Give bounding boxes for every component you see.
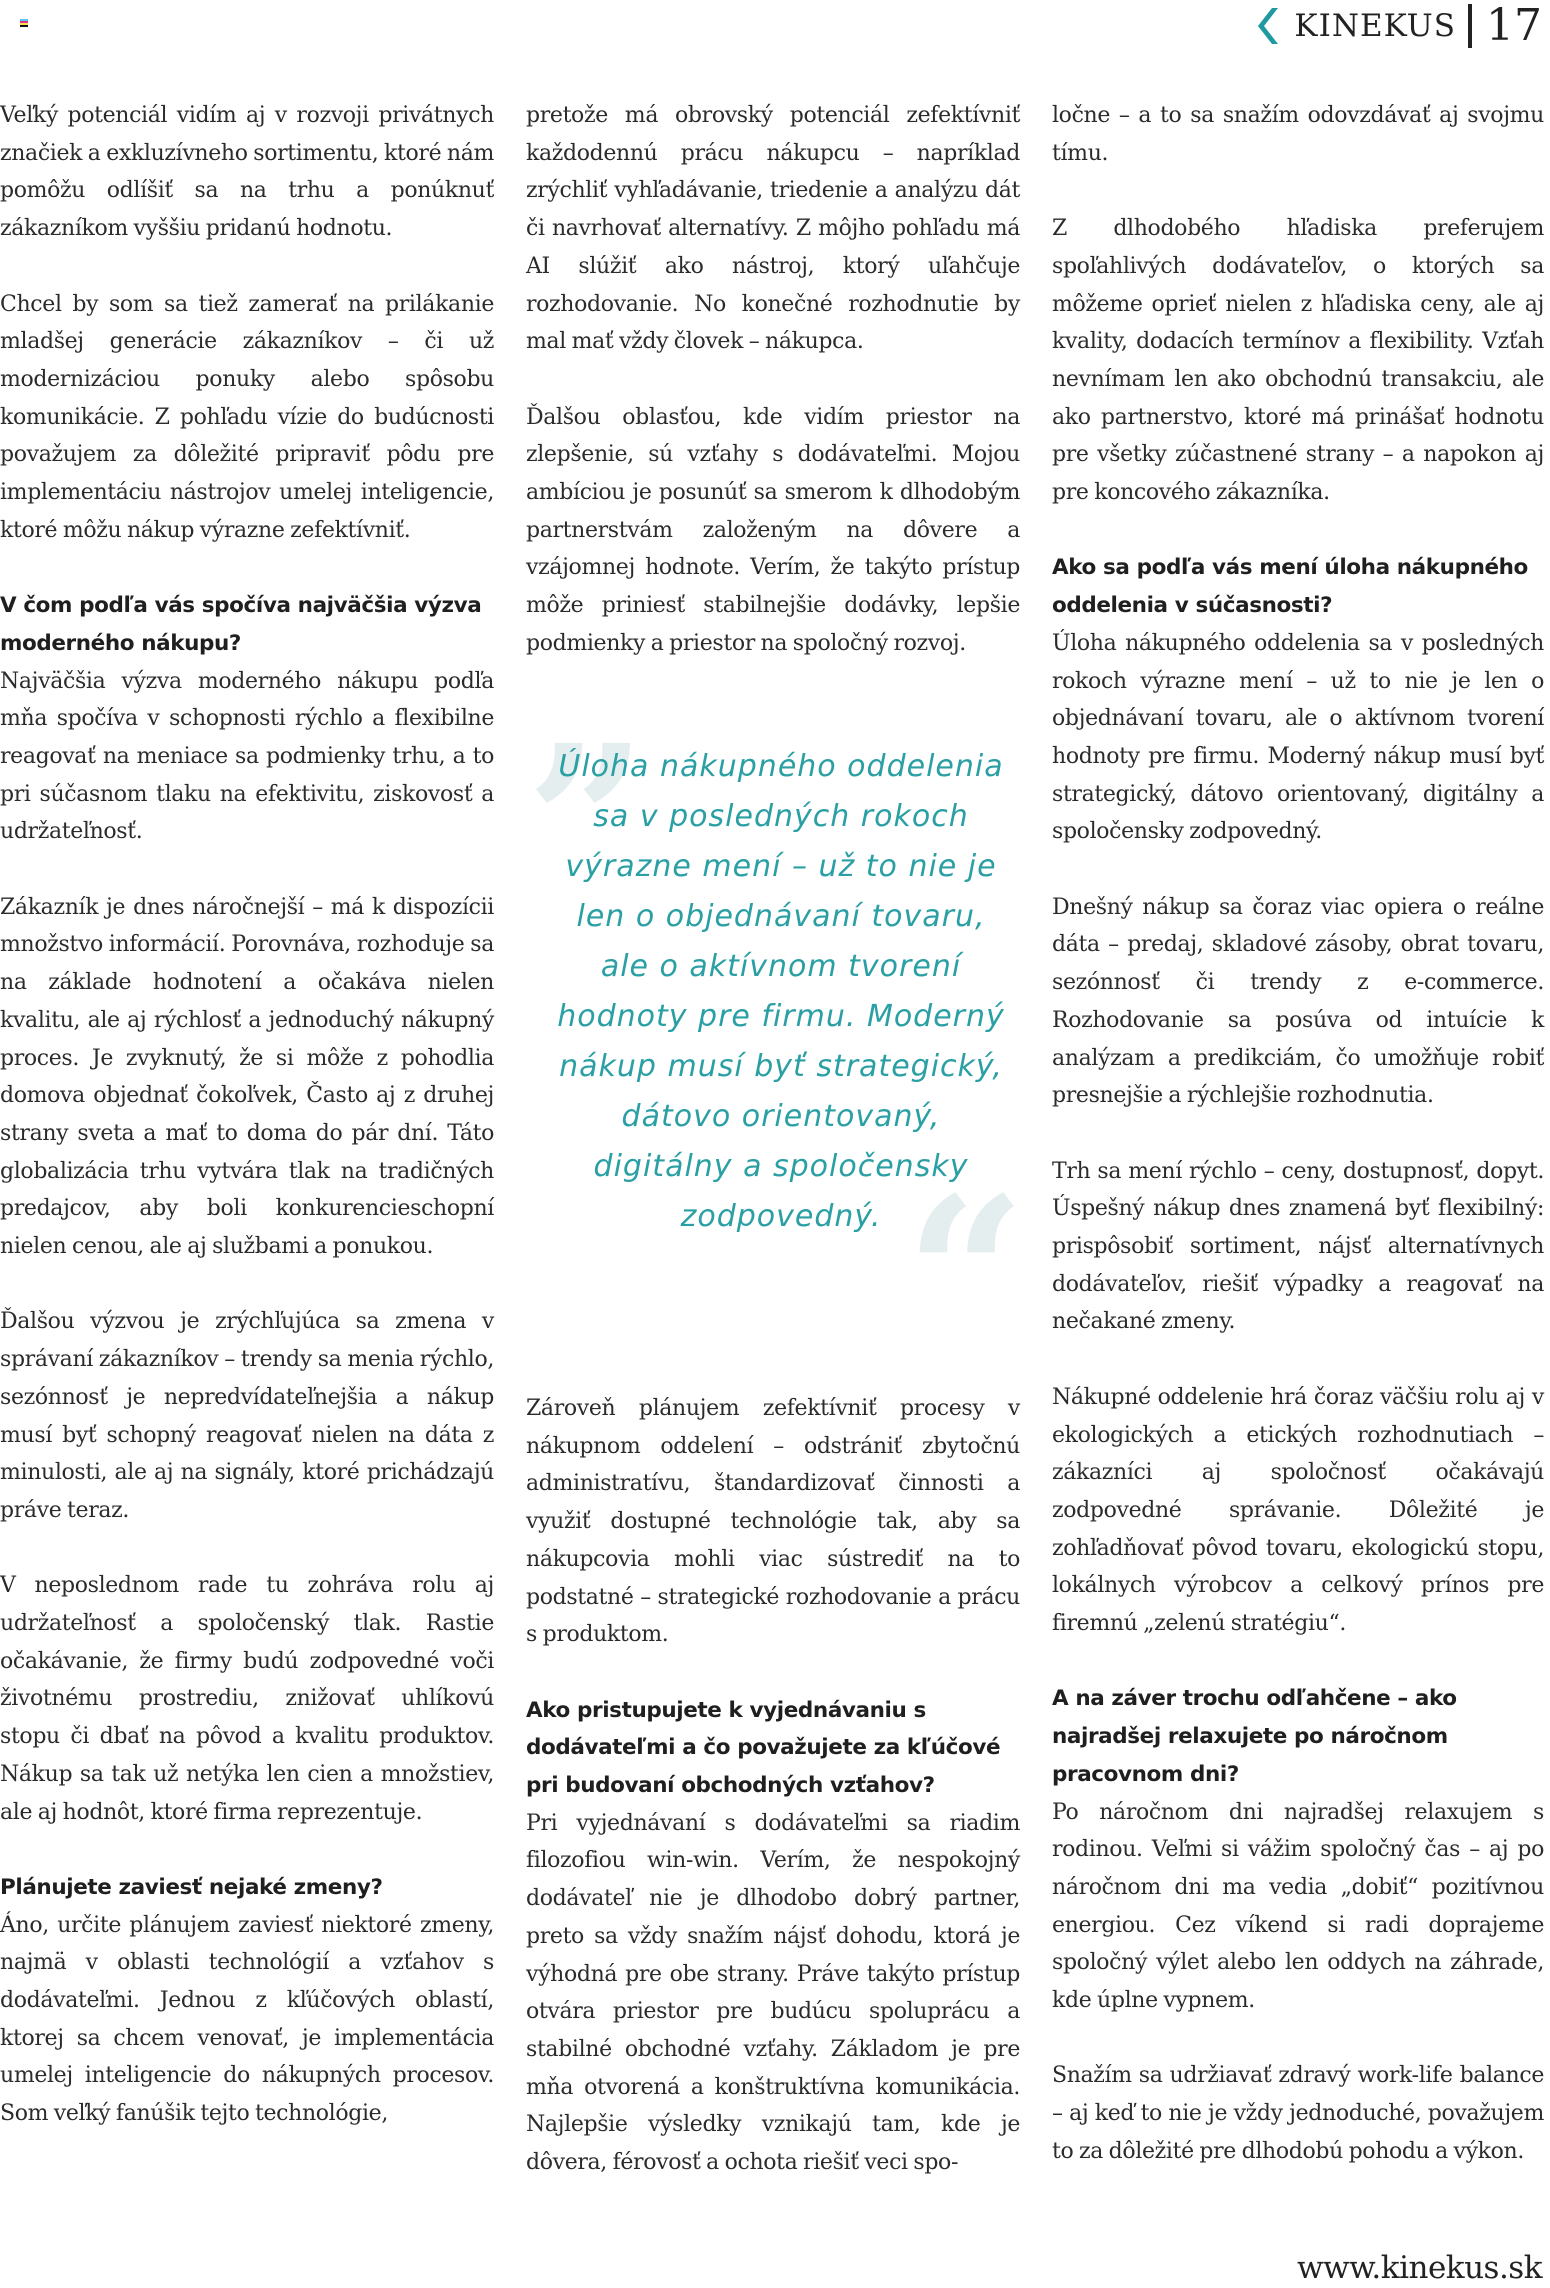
interview-question: Ako sa podľa vás mení úloha nákupného oddelenia v súčasnosti? — [1052, 555, 1528, 619]
paragraph: Dnešný nákup sa čoraz viac opiera o reálne dáta – predaj, skladové zásoby, obrat tovaru, sezónnosť či trendy z e-commerce. Rozhodovanie sa posúva od intuície k analýzam a predikciám, čo umožňuje robiť presnejšie a rýchlejšie rozhodnutia. — [1052, 894, 1544, 1109]
paragraph: Ďalšou výzvou je zrýchľujúca sa zmena v správaní zákazníkov – trendy sa menia rýchlo, sezónnosť je nepredvídateľnejšia a nákup musí byť schopný reagovať nielen na dáta z minulosti, ale aj na signály, ktoré prichádzajú práve teraz. — [0, 1309, 494, 1523]
paragraph: Trh sa mení rýchlo – ceny, dostupnosť, dopyt. Úspešný nákup dnes znamená byť flexibilný: prispôsobiť sortiment, nájsť alternatívnych dodávateľov, riešiť výpadky a reagovať na nečakané zmeny. — [1052, 1158, 1544, 1335]
paragraph: Najväčšia výzva moderného nákupu podľa mňa spočíva v schopnosti rýchlo a flexibilne reagovať na meniace sa podmienky trhu, a to pri súčasnom tlaku na efektivitu, ziskovosť a udržateľnosť. — [0, 668, 494, 845]
paragraph: Ďalšou oblasťou, kde vidím priestor na zlepšenie, sú vzťahy s dodávateľmi. Mojou ambíciou je posunúť sa smerom k dlhodobým partnerstvám založeným na dôvere a vzájomnej hodnote. Verím, že takýto prístup môže priniesť stabilnejšie dodávky, lepšie podmienky a priestor na spoločný rozvoj. — [526, 404, 1020, 656]
paragraph: Úloha nákupného oddelenia sa v posledných rokoch výrazne mení – už to nie je len o objednávaní tovaru, ale o aktívnom tvorení hodnoty pre firmu. Moderný nákup musí byť strategický, dátovo orientovaný, digitálny a spoločensky zodpovedný. — [1052, 630, 1544, 845]
page-header — [1258, 0, 1542, 52]
column-2-bottom — [526, 1390, 1020, 2182]
paragraph: Pri vyjednávaní s dodávateľmi sa riadim filozofiou win-win. Verím, že nespokojný dodávateľ nie je dlhodobo dobrý partner, preto sa vždy snažím nájsť dohodu, ktorá je výhodná pre obe strany. Práve takýto prístup otvára priestor pre budúcu spoluprácu a stabilné obchodné vzťahy. Základom je pre mňa otvorená a konštruktívna komunikácia. Najlepšie výsledky vznikajú tam, kde je dôvera, férovosť a ochota riešiť veci spo- — [526, 1810, 1020, 2176]
paragraph: ločne – a to sa snažím odovzdávať aj svojmu tímu. — [1052, 103, 1544, 166]
column-2-top — [526, 97, 1020, 663]
pull-quote: Úloha nákupného oddelenia sa v posledných rokoch výrazne mení – už to nie je len o objednávaní tovaru, ale o aktívnom tvorení hodnoty pre firmu. Moderný nákup musí byť strategický, dátovo orientovaný, digitálny a spoločensky zodpovedný. — [557, 749, 1005, 1234]
interview-question: A na záver trochu odľahčene – ako najradšej relaxujete po náročnom pracovnom dni? — [1052, 1686, 1457, 1787]
brand-name: KINEKUS — [1294, 8, 1456, 44]
quote-open-icon: ” — [526, 699, 647, 946]
page-number: 17 — [1486, 0, 1542, 51]
interview-question: Plánujete zaviesť nejaké zmeny? — [0, 1874, 383, 1900]
paragraph: Nákupné oddelenie hrá čoraz väčšiu rolu aj v ekologických a etických rozhodnutiach – zákazníci aj spoločnosť očakávajú zodpovedné správanie. Dôležité je zohľadňovať pôvod tovaru, ekologickú stopu, lokálnych výrobcov a celkový prínos pre firemnú „zelenú stratégiu“. — [1052, 1384, 1544, 1637]
column-3 — [1052, 97, 1544, 2171]
color-swatch-black — [20, 25, 28, 27]
paragraph: Zákazník je dnes náročnejší – má k dispozícii množstvo informácií. Porovnáva, rozhoduje sa na základe hodnotení a očakáva nielen kvalitu, ale aj rýchlosť a jednoduchý nákupný proces. Je zvyknutý, že si môže z pohodlia domova objednať čokoľvek, Často aj z druhej strany sveta a mať to doma do pár dní. Táto globalizácia trhu vytvára tlak na tradičných predajcov, aby boli konkurencieschopní nielen cenou, ale aj službami a ponukou. — [0, 894, 494, 1260]
footer-url[interactable]: www.kinekus.sk — [1297, 2250, 1542, 2286]
paragraph: Chcel by som sa tiež zamerať na prilákanie mladšej generácie zákazníkov – či už modernizáciou ponuky alebo spôsobu komunikácie. Z pohľadu vízie do budúcnosti považujem za dôležité pripraviť pôdu pre implementáciu nástrojov umelej inteligencie, ktoré môžu nákup výrazne zefektívniť. — [0, 291, 494, 543]
chevron-left-icon — [1258, 8, 1280, 44]
header-divider — [1468, 4, 1472, 48]
paragraph: pretože má obrovský potenciál zefektívniť každodennú prácu nákupcu – napríklad zrýchliť vyhľadávanie, triedenie a analýzu dát či navrhovať alternatívy. Z môjho pohľadu má AI slúžiť ako nástroj, ktorý uľahčuje rozhodovanie. No konečné rozhodnutie by mal mať vždy človek – nákupca. — [526, 103, 1020, 355]
interview-question: V čom podľa vás spočíva najväčšia výzva moderného nákupu? — [0, 593, 482, 656]
paragraph: Z dlhodobého hľadiska preferujem spoľahlivých dodávateľov, o ktorých sa môžeme oprieť nielen z hľadiska ceny, ale aj kvality, dodacích termínov a flexibility. Vzťah nevnímam len ako obchodnú transakciu, ale ako partnerstvo, ktoré má prinášať hodnotu pre všetky zúčastnené strany – a napokon aj pre koncového zákazníka. — [1052, 216, 1544, 506]
paragraph: V neposlednom rade tu zohráva rolu aj udržateľnosť a spoločenský tlak. Rastie očakávanie, že firmy budú zodpovedné voči životnému prostrediu, znižovať uhlíkovú stopu či dbať na pôvod a kvalitu produktov. Nákup sa tak už netýka len cien a množstiev, ale aj hodnôt, ktoré firma reprezentuje. — [0, 1573, 494, 1825]
paragraph: Zároveň plánujem zefektívniť procesy v nákupnom oddelení – odstrániť zbytočnú administratívu, štandardizovať činnosti a využiť dostupné technológie tak, aby sa nákupcovia mohli viac sústrediť na to podstatné – strategické rozhodovanie a prácu s produktom. — [526, 1396, 1020, 1648]
pull-quote-block — [526, 699, 1026, 1398]
paragraph: Po náročnom dni najradšej relaxujem s rodinou. Veľmi si vážim spoločný čas – aj po náročnom dni ma vedia „dobiť“ pozitívnou energiou. Cez víkend si radi doprajeme spoločný výlet alebo len oddych na záhrade, kde úplne vypnem. — [1052, 1799, 1544, 2014]
interview-question: Ako pristupujete k vyjednávaniu s dodávateľmi a čo považujete za kľúčové pri budovaní obchodných vzťahov? — [526, 1697, 1001, 1799]
paragraph: Áno, určite plánujem zaviesť niektoré zmeny, najmä v oblasti technológií a vzťahov s dodávateľmi. Jednou z kľúčových oblastí, ktorej sa chcem venovať, je implementácia umelej inteligencie do nákupných procesov. Som veľký fanúšik tejto technológie, — [0, 1912, 494, 2127]
quote-close-icon: “ — [905, 1151, 1026, 1398]
print-color-bar — [20, 19, 28, 28]
paragraph: Snažím sa udržiavať zdravý work-life balance – aj keď to nie je vždy jednoduché, považujem to za dôležité pre dlhodobú pohodu a výkon. — [1052, 2063, 1544, 2164]
column-1 — [0, 97, 494, 2133]
paragraph: Veľký potenciál vidím aj v rozvoji privátnych značiek a exkluzívneho sortimentu, ktoré nám pomôžu odlíšiť sa na trhu a ponúknuť zákazníkom vyššiu pridanú hodnotu. — [0, 103, 494, 242]
